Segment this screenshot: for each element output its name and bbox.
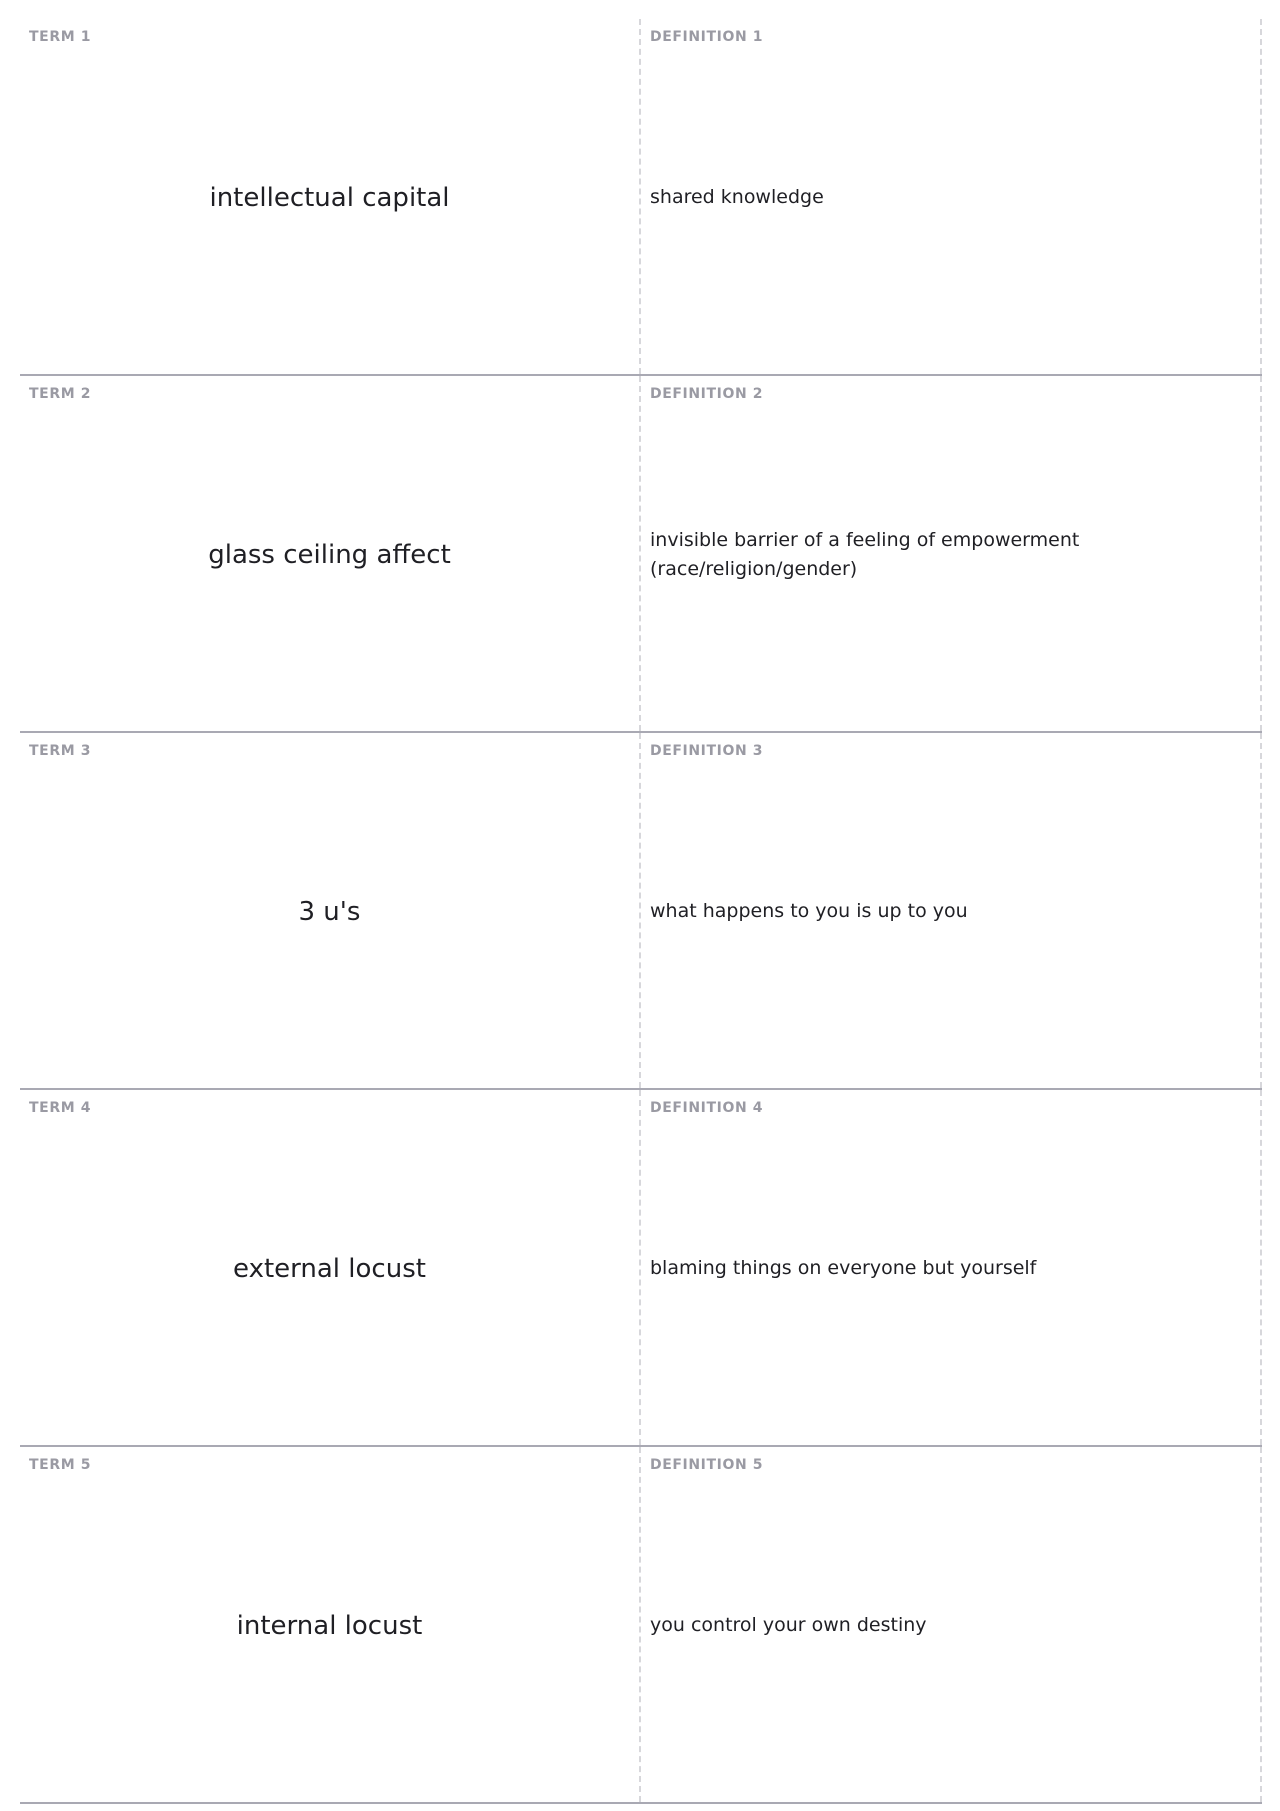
- definition-content: shared knowledge: [650, 186, 824, 208]
- term-cell: [20, 19, 641, 374]
- definition-text: [650, 733, 1220, 1088]
- definition-cell: [641, 733, 1262, 1088]
- definition-cell: [641, 19, 1262, 374]
- definition-content: you control your own destiny: [650, 1614, 927, 1636]
- term-text: 3 u's: [298, 896, 361, 927]
- definition-text: [650, 19, 1220, 374]
- term-text: internal locust: [236, 1610, 423, 1641]
- definition-text: [650, 1447, 1220, 1802]
- flashcard-row: [20, 1447, 1262, 1804]
- flashcard-row: [20, 733, 1262, 1090]
- definition-label: DEFINITION 4: [650, 1100, 764, 1116]
- definition-label: DEFINITION 5: [650, 1457, 764, 1473]
- definition-content: invisible barrier of a feeling of empowerment (race/religion/gender): [650, 528, 1080, 580]
- definition-cell: [641, 1090, 1262, 1445]
- definition-cell: [641, 376, 1262, 731]
- definition-text: [650, 376, 1220, 731]
- definition-label: DEFINITION 3: [650, 743, 764, 759]
- flashcard-row: [20, 1090, 1262, 1447]
- flashcard-sheet: [20, 19, 1262, 1804]
- term-text: intellectual capital: [209, 182, 450, 213]
- flashcard-row: [20, 376, 1262, 733]
- term-cell: [20, 1447, 641, 1802]
- definition-content: blaming things on everyone but yourself: [650, 1257, 1037, 1279]
- term-text: external locust: [233, 1253, 426, 1284]
- term-cell: [20, 733, 641, 1088]
- flashcard-row: [20, 19, 1262, 376]
- term-label: TERM 5: [29, 1457, 92, 1473]
- term-label: TERM 2: [29, 386, 92, 402]
- term-label: TERM 1: [29, 29, 92, 45]
- definition-content: what happens to you is up to you: [650, 900, 968, 922]
- term-text: glass ceiling affect: [208, 539, 451, 570]
- definition-label: DEFINITION 2: [650, 386, 764, 402]
- term-label: TERM 3: [29, 743, 92, 759]
- definition-cell: [641, 1447, 1262, 1802]
- term-cell: [20, 1090, 641, 1445]
- definition-label: DEFINITION 1: [650, 29, 764, 45]
- term-label: TERM 4: [29, 1100, 92, 1116]
- definition-text: [650, 1090, 1220, 1445]
- term-cell: [20, 376, 641, 731]
